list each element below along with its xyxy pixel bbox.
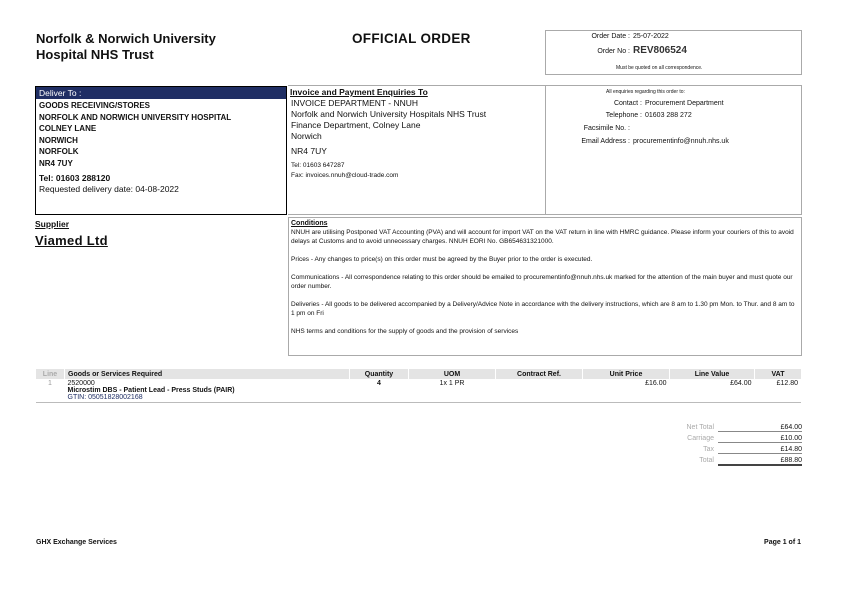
requested-delivery-date: Requested delivery date: 04-08-2022 [39, 184, 179, 194]
total-row [630, 457, 802, 468]
invoice-title: Invoice and Payment Enquiries To [290, 87, 428, 97]
document-title: OFFICIAL ORDER [352, 31, 471, 46]
line-number: 1 [36, 379, 65, 403]
condition-paragraph: Prices - Any changes to price(s) on this order must be agreed by the Buyer prior to the order is executed. [291, 256, 593, 263]
item-vat: £12.80 [755, 379, 802, 403]
col-vat: VAT [755, 369, 802, 379]
goods-cell [65, 379, 350, 403]
deliver-address-line: NR4 7UY [39, 158, 73, 168]
email-value: procurementinfo@nnuh.nhs.uk [633, 138, 729, 145]
col-unit-price: Unit Price [583, 369, 670, 379]
deliver-telephone: Tel: 01603 288120 [39, 173, 111, 183]
carriage-label: Carriage [687, 435, 714, 442]
invoice-enquiries-box [288, 85, 545, 215]
total-row [630, 435, 802, 446]
tax-value: £14.80 [718, 446, 802, 454]
invoice-fax: Fax: invoices.nnuh@cloud-trade.com [291, 172, 399, 179]
condition-paragraph: NNUH are utilising Postponed VAT Accounting (PVA) and will account for import VAT on the VAT return in line with HMRC guidance. Please inform your couriers of this to avoid delays at Customs and to avoid unnecessary charges. NNUH EORI No. GB654631321000. [291, 229, 794, 245]
organisation-name [36, 31, 216, 63]
col-quantity: Quantity [350, 369, 409, 379]
condition-paragraph: NHS terms and conditions for the supply of goods and the provision of services [291, 328, 519, 335]
contact-box [545, 85, 802, 215]
tax-label: Tax [703, 446, 714, 453]
page-number: Page 1 of 1 [764, 539, 801, 546]
deliver-address-line: NORWICH [39, 135, 78, 145]
item-contract-ref [496, 379, 583, 403]
total-row [630, 424, 802, 435]
order-date-value: 25-07-2022 [633, 33, 669, 40]
deliver-address-line: NORFOLK [39, 147, 79, 156]
item-code: 2520000 [67, 380, 95, 387]
deliver-to-title: Deliver To : [36, 87, 286, 99]
footer-service-name: GHX Exchange Services [36, 539, 117, 546]
order-details-box [545, 30, 802, 75]
deliver-to-box [35, 86, 287, 215]
supplier-name: Viamed Ltd [35, 233, 108, 248]
invoice-address-line: INVOICE DEPARTMENT - NNUH [291, 98, 419, 108]
deliver-address [36, 99, 286, 170]
telephone-label: Telephone : [605, 112, 642, 119]
supplier-label: Supplier [35, 219, 70, 229]
invoice-address [291, 98, 542, 157]
item-gtin: GTIN: 05051828002168 [67, 394, 143, 401]
order-no-label: Order No : [597, 48, 630, 55]
net-total-label: Net Total [686, 424, 714, 431]
col-goods: Goods or Services Required [65, 369, 350, 379]
facsimile-label: Facsimile No. : [583, 125, 630, 132]
invoice-telephone: Tel: 01603 647287 [291, 162, 345, 169]
col-line-value: Line Value [670, 369, 755, 379]
item-quantity: 4 [350, 379, 409, 403]
order-lines-table [35, 369, 801, 403]
col-uom: UOM [409, 369, 496, 379]
contact-note: All enquiries regarding this order to: [606, 89, 685, 95]
contact-value: Procurement Department [645, 100, 724, 107]
contact-label: Contact : [613, 100, 642, 107]
condition-paragraph: Communications - All correspondence relating to this order should be emailed to procurementinfo@nnuh.nhs.uk marked for the attention of the main buyer and must quote our order number. [291, 274, 793, 290]
invoice-address-line: Finance Department, Colney Lane [291, 120, 421, 130]
deliver-address-line: COLNEY LANE [39, 124, 97, 133]
item-description: Microstim DBS - Patient Lead - Press Studs (PAIR) [67, 387, 235, 394]
item-line-value: £64.00 [670, 379, 755, 403]
invoice-address-line: Norfolk and Norwich University Hospitals NHS Trust [291, 109, 487, 119]
deliver-address-line: NORFOLK AND NORWICH UNIVERSITY HOSPITAL [39, 112, 232, 122]
invoice-postcode: NR4 7UY [291, 146, 327, 156]
invoice-address-line: Norwich [291, 131, 322, 141]
item-unit-price: £16.00 [583, 379, 670, 403]
grand-total-label: Total [699, 457, 714, 464]
col-line: Line [36, 369, 65, 379]
table-row [36, 379, 802, 403]
telephone-value: 01603 288 272 [645, 112, 692, 119]
total-row [630, 446, 802, 457]
order-no-note: Must be quoted on all correspondence. [616, 65, 703, 71]
col-contract: Contract Ref. [496, 369, 583, 379]
order-no-value: REV806524 [633, 45, 687, 56]
carriage-value: £10.00 [718, 435, 802, 443]
grand-total-value: £88.80 [718, 457, 802, 466]
conditions-box [288, 217, 802, 356]
net-total-value: £64.00 [718, 424, 802, 432]
order-date-label: Order Date : [591, 33, 630, 40]
table-header-row [36, 369, 802, 379]
item-uom: 1x 1 PR [409, 379, 496, 403]
condition-paragraph: Deliveries - All goods to be delivered accompanied by a Delivery/Advice Note in accordance with the delivery instructions, which are 8 am to 1.30 pm Mon. to Thur. and 8 am to 1 pm on Fri [291, 301, 795, 317]
org-line-1: Norfolk & Norwich University [36, 31, 216, 46]
email-label: Email Address : [581, 138, 630, 145]
totals-block [630, 424, 802, 468]
conditions-title: Conditions [291, 220, 328, 227]
deliver-address-line: GOODS RECEIVING/STORES [39, 101, 150, 110]
org-line-2: Hospital NHS Trust [36, 47, 154, 62]
